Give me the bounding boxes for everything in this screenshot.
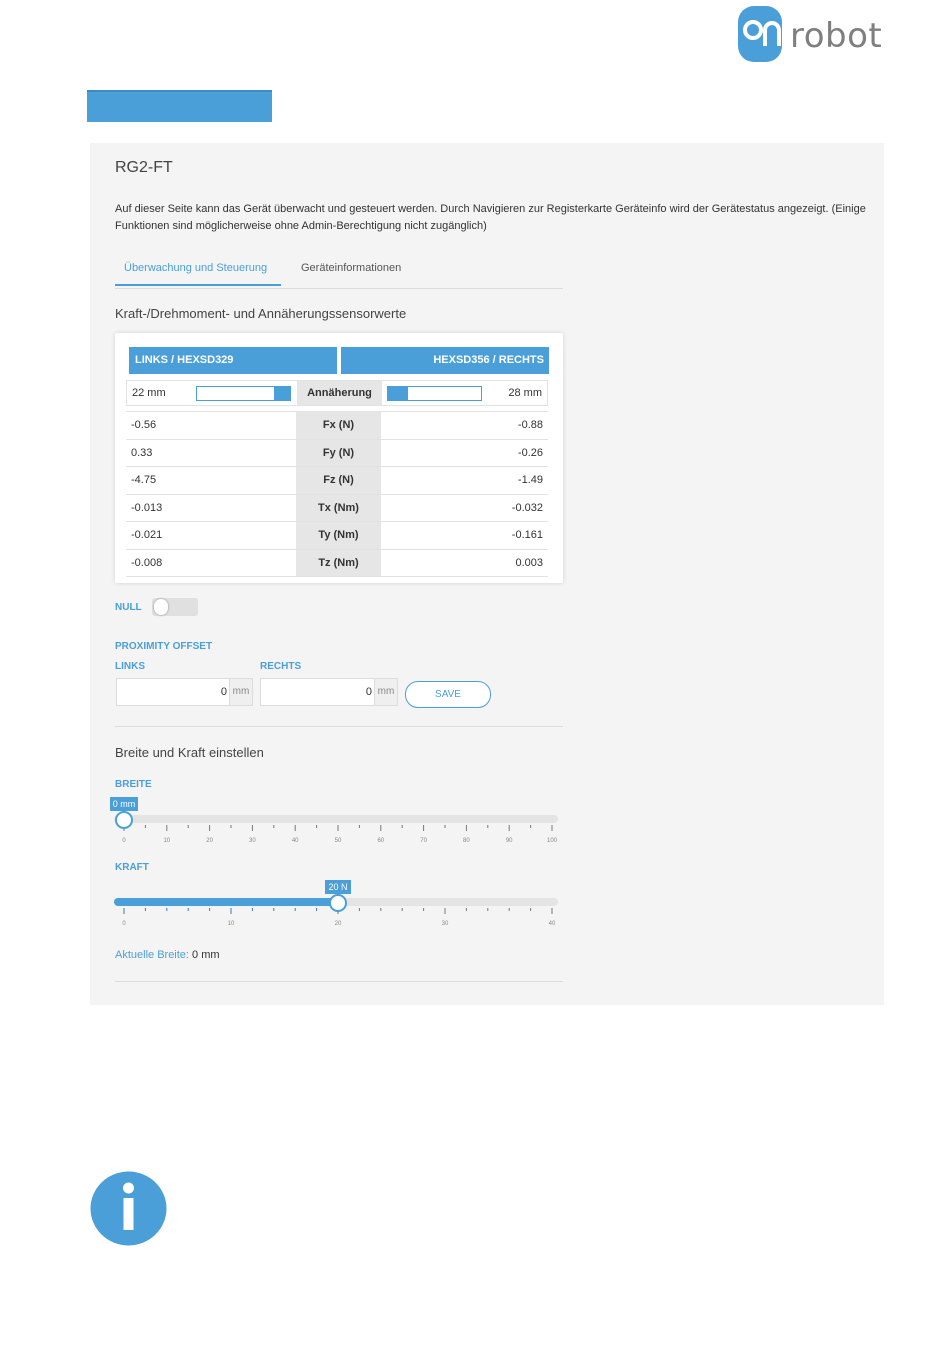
sensor-card: [115, 333, 563, 583]
right-proximity-fill: [388, 387, 408, 400]
right-sensor-header: HEXSD356 / RECHTS: [341, 347, 549, 374]
toggle-knob[interactable]: [154, 599, 168, 615]
slider-tick-label: 10: [163, 838, 171, 844]
left-proximity-value: 22 mm: [132, 387, 166, 399]
width-force-title: Breite und Kraft einstellen: [115, 745, 264, 760]
onrobot-logo: [736, 4, 881, 64]
save-button[interactable]: SAVE: [405, 681, 491, 708]
slider-tick-label: 50: [334, 838, 342, 844]
tab-device-info[interactable]: Geräteinformationen: [301, 262, 402, 274]
slider-tick-label: 20: [206, 838, 213, 844]
device-panel: [90, 143, 884, 1005]
slider-handle: [116, 812, 132, 828]
row-label: Tx (Nm): [296, 495, 381, 522]
left-proximity-fill: [274, 387, 290, 400]
slider-handle: [330, 895, 346, 911]
header-accent-bar: [87, 90, 272, 122]
slider-tick-label: 30: [441, 921, 449, 927]
table-row: [126, 522, 548, 550]
slider-tick-label: 60: [377, 838, 385, 844]
tab-monitoring[interactable]: Überwachung und Steuerung: [115, 262, 281, 286]
offset-left-unit: mm: [229, 679, 252, 705]
slider-tick-label: 40: [291, 838, 299, 844]
left-value: -0.56: [131, 419, 157, 431]
right-value: -1.49: [517, 474, 543, 486]
slider-track: [114, 815, 558, 823]
offset-right-unit: mm: [374, 679, 397, 705]
right-proximity-bar: [387, 386, 482, 401]
table-row: [126, 440, 548, 468]
kraft-label: KRAFT: [115, 862, 149, 873]
right-value: 0.003: [515, 556, 543, 569]
left-proximity-bar: [196, 386, 291, 401]
slider-fill: [114, 898, 338, 906]
table-row: [126, 467, 548, 495]
null-toggle[interactable]: [152, 598, 198, 616]
slider-tick-label: 0: [122, 921, 126, 927]
left-value: 0.33: [131, 446, 153, 459]
row-label: Fy (N): [296, 440, 381, 467]
slider-tick-label: 90: [505, 838, 513, 844]
right-proximity-value: 28 mm: [508, 387, 542, 399]
page-description: Auf dieser Seite kann das Gerät überwacht und gesteuert werden. Durch Navigieren zur Registerkarte Geräteinfo wird der Gerätestatus angezeigt. (Einige Funktionen sind möglicherweise ohne Admin-Berechtigung nicht zugänglich): [115, 203, 866, 232]
slider-tick-label: 100: [546, 838, 558, 844]
slider-tick-label: 80: [463, 838, 470, 844]
divider: [115, 726, 563, 727]
slider-tick-label: 20: [334, 921, 342, 927]
left-value: -0.021: [131, 529, 163, 541]
slider-tick-label: 30: [249, 838, 256, 844]
right-value: -0.26: [517, 446, 543, 459]
row-label: Tz (Nm): [296, 550, 381, 577]
logo-badge-icon: [738, 6, 782, 62]
offset-left-field: [116, 678, 253, 706]
current-width: [115, 949, 220, 961]
slider-tick-label: 70: [420, 838, 427, 844]
slider-tick-label: 40: [548, 921, 556, 927]
right-value: -0.032: [511, 501, 543, 514]
proximity-row: [126, 380, 548, 406]
offset-left-label: LINKS: [115, 661, 145, 672]
null-label: NULL: [115, 602, 142, 613]
table-row: [126, 550, 548, 578]
proximity-offset-label: PROXIMITY OFFSET: [115, 641, 213, 652]
right-value: -0.88: [517, 419, 543, 431]
ft-values-table: [126, 411, 548, 577]
row-label: Ty (Nm): [296, 522, 381, 549]
tab-bar: [115, 258, 563, 289]
logo-badge: [738, 6, 782, 62]
table-row: [126, 411, 548, 440]
breite-value-badge: 0 mm: [110, 797, 139, 811]
sensor-section-title: Kraft-/Drehmoment- und Annäherungssensorwerte: [115, 306, 407, 321]
kraft-slider[interactable]: [110, 894, 570, 934]
left-sensor-header: LINKS / HEXSD329: [129, 347, 337, 374]
info-icon: [90, 1171, 167, 1246]
current-width-label: Aktuelle Breite:: [115, 949, 189, 961]
row-label: Fz (N): [296, 467, 381, 494]
breite-slider[interactable]: [110, 811, 570, 851]
left-value: -0.013: [131, 501, 163, 514]
offset-right-label: RECHTS: [260, 661, 302, 672]
left-value: -4.75: [131, 474, 157, 486]
slider-tick-label: 0: [122, 838, 126, 844]
offset-left-input[interactable]: [117, 679, 231, 705]
page-title: RG2-FT: [115, 159, 173, 176]
divider: [115, 981, 563, 982]
offset-right-field: [260, 678, 398, 706]
table-row: [126, 495, 548, 523]
breite-label: BREITE: [115, 779, 152, 790]
right-value: -0.161: [511, 529, 543, 541]
proximity-label: Annäherung: [297, 381, 382, 405]
current-width-value: 0 mm: [192, 949, 220, 961]
logo-text: robot: [790, 16, 883, 56]
kraft-value-badge: 20 N: [325, 880, 350, 894]
row-label: Fx (N): [296, 412, 381, 439]
offset-right-input[interactable]: [261, 679, 376, 705]
slider-tick-label: 10: [227, 921, 235, 927]
left-value: -0.008: [131, 556, 163, 569]
